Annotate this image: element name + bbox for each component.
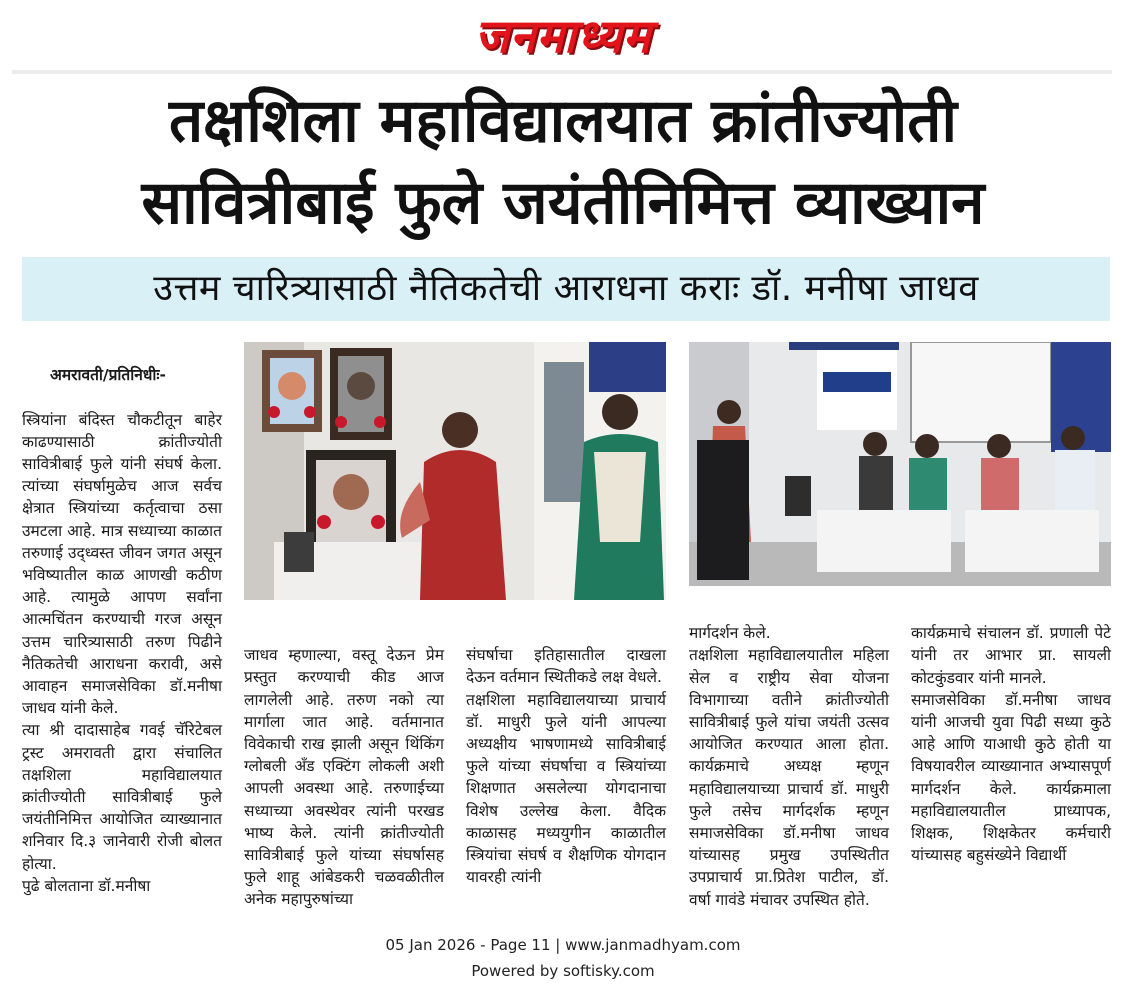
column-5-text: कार्यक्रमाचे संचालन डॉ. प्रणाली पेटे यांनी तर आभार प्रा. सायली कोटकुंडवार यांनी मानले. समाजसेविका डॉ.मनीषा जाधव यांनी आजची युवा पिढी सध्या कुठे आहे आणि याआधी कुठे होती या विषयावरील व्याख्यानात अभ्यासपूर्ण मार्गदर्शन केले. कार्यक्रमाला महाविद्यालयातील प्राध्यापक, शिक्षक, शिक्षकेतर कर्मचारी यांच्यासह बहुसंख्येने विद्यार्थी — [911, 624, 1111, 865]
masthead — [0, 8, 1126, 66]
subheadline: उत्तम चारित्र्यासाठी नैतिकतेची आराधना कराः डॉ. मनीषा जाधव — [153, 268, 979, 309]
article-column-5 — [911, 600, 1111, 889]
column-3-text: संघर्षाचा इतिहासातील दाखला देऊन वर्तमान स्थितीकडे लक्ष वेधले. तक्षशिला महाविद्यालयाच्या प्राचार्य डॉ. माधुरी फुले यांनी आपल्या अध्यक्षीय भाषणामध्ये सावित्रीबाई फुले यांच्या संघर्षाचा व स्त्रियांच्या शिक्षणात असलेल्या योगदानाचा विशेष उल्लेख केला. वैदिक काळासह मध्ययुगीन काळातील स्त्रियांचा संघर्ष व शैक्षणिक योगदान यावरही त्यांनी — [466, 646, 666, 887]
column-4-text: मार्गदर्शन केले. तक्षशिला महाविद्यालयातील महिला सेल व राष्ट्रीय सेवा योजना विभागाच्या वतीने क्रांतीज्योती सावित्रीबाई फुले यांचा जयंती उत्सव आयोजित करण्यात आला होता. कार्यक्रमाचे अध्यक्ष म्हणून महाविद्यालयाच्या प्राचार्य डॉ. माधुरी फुले तसेच मार्गदर्शक म्हणून समाजसेविका डॉ.मनीषा जाधव यांच्यासह प्रमुख उपस्थितीत उपप्राचार्य प्रा.प्रितेश पाटील, डॉ. वर्षा गावंडे मंचावर उपस्थित होते. — [689, 624, 889, 909]
article-column-1 — [22, 342, 222, 919]
photo-stage — [689, 342, 1111, 586]
column-1-text: स्त्रियांना बंदिस्त चौकटीतून बाहेर काढण्यासाठी क्रांतीज्योती सावित्रीबाई फुले यांनी संघर्ष केला. त्यांच्या संघर्षामुळेच आज सर्वच क्षेत्रात स्त्रियांच्या कर्तृत्वाचा ठसा उमटला आहे. मात्र सध्याच्या काळात तरुणाई उद्ध्वस्त जीवन जगत असून भविष्यातील काळ आणखी कठीण आहे. त्यामुळे आपण सर्वांना आत्मचिंतन करण्याची गरज असून उत्तम चारित्र्यासाठी तरुण पिढीने नैतिकतेची आराधना करावी, असे आवाहन समाजसेविका डॉ.मनीषा जाधव यांनी केले. त्या श्री दादासाहेब गवई चॅरिटेबल ट्रस्ट अमरावती द्वारा संचालित तक्षशिला महाविद्यालयात क्रांतीज्योती सावित्रीबाई फुले जयंतीनिमित्त आयोजित व्याख्यानात शनिवार दि.३ जानेवारी रोजी बोलत होत्या. पुढे बोलताना डॉ.मनीषा — [22, 410, 222, 895]
headline-line-1: तक्षशिला महाविद्यालयात क्रांतीज्योती — [168, 86, 958, 156]
masthead-divider — [12, 70, 1112, 74]
headline-line-2: सावित्रीबाई फुले जयंतीनिमित्त व्याख्यान — [141, 168, 985, 238]
footer-date-page: 05 Jan 2026 - Page 11 | www.janmadhyam.com — [385, 936, 741, 954]
article-column-4 — [689, 600, 889, 933]
photo-tribute — [244, 342, 666, 600]
column-2-text: जाधव म्हणाल्या, वस्तू देऊन प्रेम प्रस्तुत करण्याची कीड आज लागलेली आहे. तरुण नको त्या मार्गाला जात आहे. वर्तमानात विवेकाची राख झाली असून थिंकिंग ग्लोबली अँड एक्टिंग लोकली अशी आपली अवस्था आहे. तरुणाईच्या सध्याच्या अवस्थेवर त्यांनी परखड भाष्य केले. त्यांनी क्रांतीज्योती सावित्रीबाई फुले यांच्या संघर्षासह फुले शाहू आंबेडकरी चळवळीतील अनेक महापुरुषांच्या — [244, 646, 444, 909]
newspaper-logo: जनमाध्यम — [474, 9, 652, 63]
footer-powered-by: Powered by softisky.com — [471, 962, 655, 980]
article-column-3 — [466, 622, 666, 911]
dateline: अमरावती/प्रतिनिधीः- — [50, 366, 166, 385]
photo-stage-image — [689, 342, 1111, 586]
photo-tribute-image — [244, 342, 666, 600]
headline — [20, 80, 1106, 244]
article-column-2 — [244, 622, 444, 933]
